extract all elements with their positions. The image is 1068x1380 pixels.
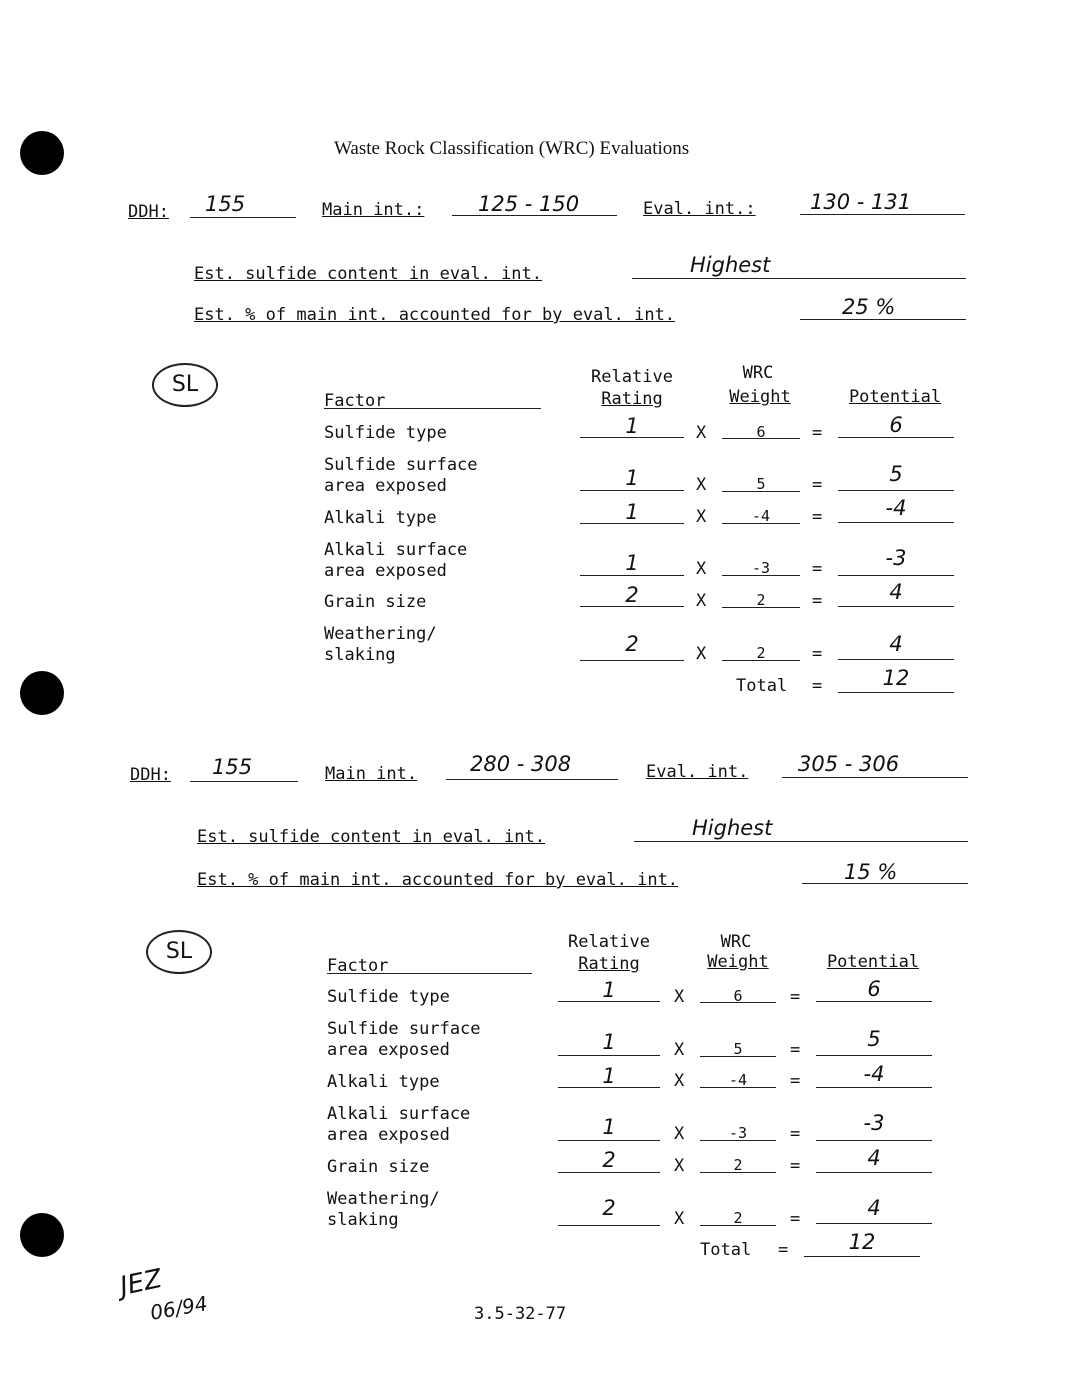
est-sulfide-value: Highest [690,253,771,277]
times-sign: X [674,1124,685,1144]
factor-label: Sulfide type [324,423,447,443]
rating-value: 1 [625,414,639,438]
times-sign: X [696,591,707,611]
equals-sign: = [790,1209,801,1229]
potential-value: -3 [885,546,907,570]
times-sign: X [696,507,707,527]
times-sign: X [696,475,707,495]
header-weight: Weight [707,952,769,972]
header-rating: Rating [601,389,663,409]
weight-value: 2 [756,591,766,609]
header-relative: Relative [568,932,650,952]
times-sign: X [696,559,707,579]
potential-value: 6 [889,413,903,437]
binder-hole-bottom [20,1213,64,1257]
weight-value: -4 [751,507,771,525]
equals-sign: = [790,1156,801,1176]
equals-sign: = [812,644,823,664]
weight-value: 6 [733,987,743,1005]
handwritten-date: 06/94 [148,1291,210,1325]
equals-sign: = [812,559,823,579]
main-int-label: Main int. [325,764,418,784]
equals-sign: = [790,987,801,1007]
page-code: 3.5-32-77 [474,1304,567,1324]
header-factor: Factor [327,956,389,976]
factor-label: Alkali surface area exposed [324,540,468,581]
rating-value: 2 [625,632,639,656]
equals-sign: = [812,475,823,495]
times-sign: X [696,423,707,443]
potential-value: 4 [889,632,903,656]
rating-value: 2 [602,1148,616,1172]
classification-circle [152,363,218,407]
factor-label: Sulfide surface area exposed [327,1019,481,1060]
rating-value: 1 [602,1115,616,1139]
rating-value: 2 [602,1196,616,1220]
potential-value: -4 [863,1062,885,1086]
total-value: 12 [882,666,910,690]
weight-value: 6 [756,423,766,441]
main-int-value: 125 - 150 [478,192,580,216]
binder-hole-top [20,131,64,175]
weight-value: 2 [733,1156,743,1174]
binder-hole-middle [20,671,64,715]
equals-sign: = [812,676,823,696]
potential-value: 6 [867,977,881,1001]
equals-sign: = [790,1124,801,1144]
weight-value: 2 [756,644,766,662]
header-weight: Weight [729,387,791,407]
factor-label: Weathering/ slaking [327,1189,440,1230]
equals-sign: = [812,591,823,611]
equals-sign: = [812,423,823,443]
factor-label: Alkali type [324,508,437,528]
header-wrc: WRC [720,932,752,952]
ddh-value: 155 [205,192,246,216]
total-value: 12 [848,1230,876,1254]
times-sign: X [674,1071,685,1091]
header-potential: Potential [848,387,942,407]
total-label: Total [736,676,788,696]
equals-sign: = [790,1040,801,1060]
potential-value: -3 [863,1111,885,1135]
factor-label: Alkali surface area exposed [327,1104,471,1145]
equals-sign: = [812,507,823,527]
classification-value: SL [171,372,199,397]
factor-label: Grain size [327,1157,430,1177]
weight-value: 5 [756,475,766,493]
header-relative: Relative [591,367,673,387]
eval-int-value: 130 - 131 [810,190,912,214]
rating-value: 1 [625,466,639,490]
rating-value: 1 [625,551,639,575]
handwritten-initials: JEZ [117,1263,165,1303]
rating-value: 1 [625,500,639,524]
eval-int-value: 305 - 306 [798,752,900,776]
main-int-value: 280 - 308 [470,752,572,776]
times-sign: X [674,1040,685,1060]
potential-value: 4 [867,1196,881,1220]
header-potential: Potential [826,952,920,972]
factor-label: Sulfide type [327,987,450,1007]
eval-int-label: Eval. int. [646,762,749,782]
ddh-label: DDH: [128,202,169,222]
factor-label: Alkali type [327,1072,440,1092]
header-rating: Rating [578,954,640,974]
rating-value: 2 [625,583,639,607]
weight-value: -3 [751,559,771,577]
weight-value: 5 [733,1040,743,1058]
equals-sign: = [778,1240,789,1260]
est-percent-value: 15 % [844,860,898,884]
weight-value: 2 [733,1209,743,1227]
weight-value: -3 [728,1124,748,1142]
est-sulfide-label: Est. sulfide content in eval. int. [197,827,545,847]
est-percent-label: Est. % of main int. accounted for by eval. int. [197,870,679,890]
classification-value: SL [165,939,193,964]
est-sulfide-label: Est. sulfide content in eval. int. [194,264,542,284]
est-sulfide-value: Highest [692,816,773,840]
potential-value: 5 [889,462,903,486]
times-sign: X [674,987,685,1007]
classification-circle [146,930,212,974]
est-percent-value: 25 % [842,295,896,319]
est-percent-label: Est. % of main int. accounted for by eval. int. [194,305,676,325]
equals-sign: = [790,1071,801,1091]
factor-label: Grain size [324,592,427,612]
header-wrc: WRC [742,363,774,383]
times-sign: X [674,1156,685,1176]
rating-value: 1 [602,1064,616,1088]
weight-value: -4 [728,1071,748,1089]
factor-label: Weathering/ slaking [324,624,437,665]
eval-int-label: Eval. int.: [643,199,756,219]
header-factor: Factor [324,391,386,411]
ddh-value: 155 [212,755,253,779]
ddh-label: DDH: [130,765,171,785]
potential-value: -4 [885,496,907,520]
total-label: Total [700,1240,752,1260]
main-int-label: Main int.: [322,200,425,220]
potential-value: 5 [867,1027,881,1051]
times-sign: X [696,644,707,664]
rating-value: 1 [602,1030,616,1054]
factor-label: Sulfide surface area exposed [324,455,478,496]
potential-value: 4 [867,1146,881,1170]
times-sign: X [674,1209,685,1229]
potential-value: 4 [889,580,903,604]
page-title: Waste Rock Classification (WRC) Evaluations [334,138,690,159]
rating-value: 1 [602,978,616,1002]
